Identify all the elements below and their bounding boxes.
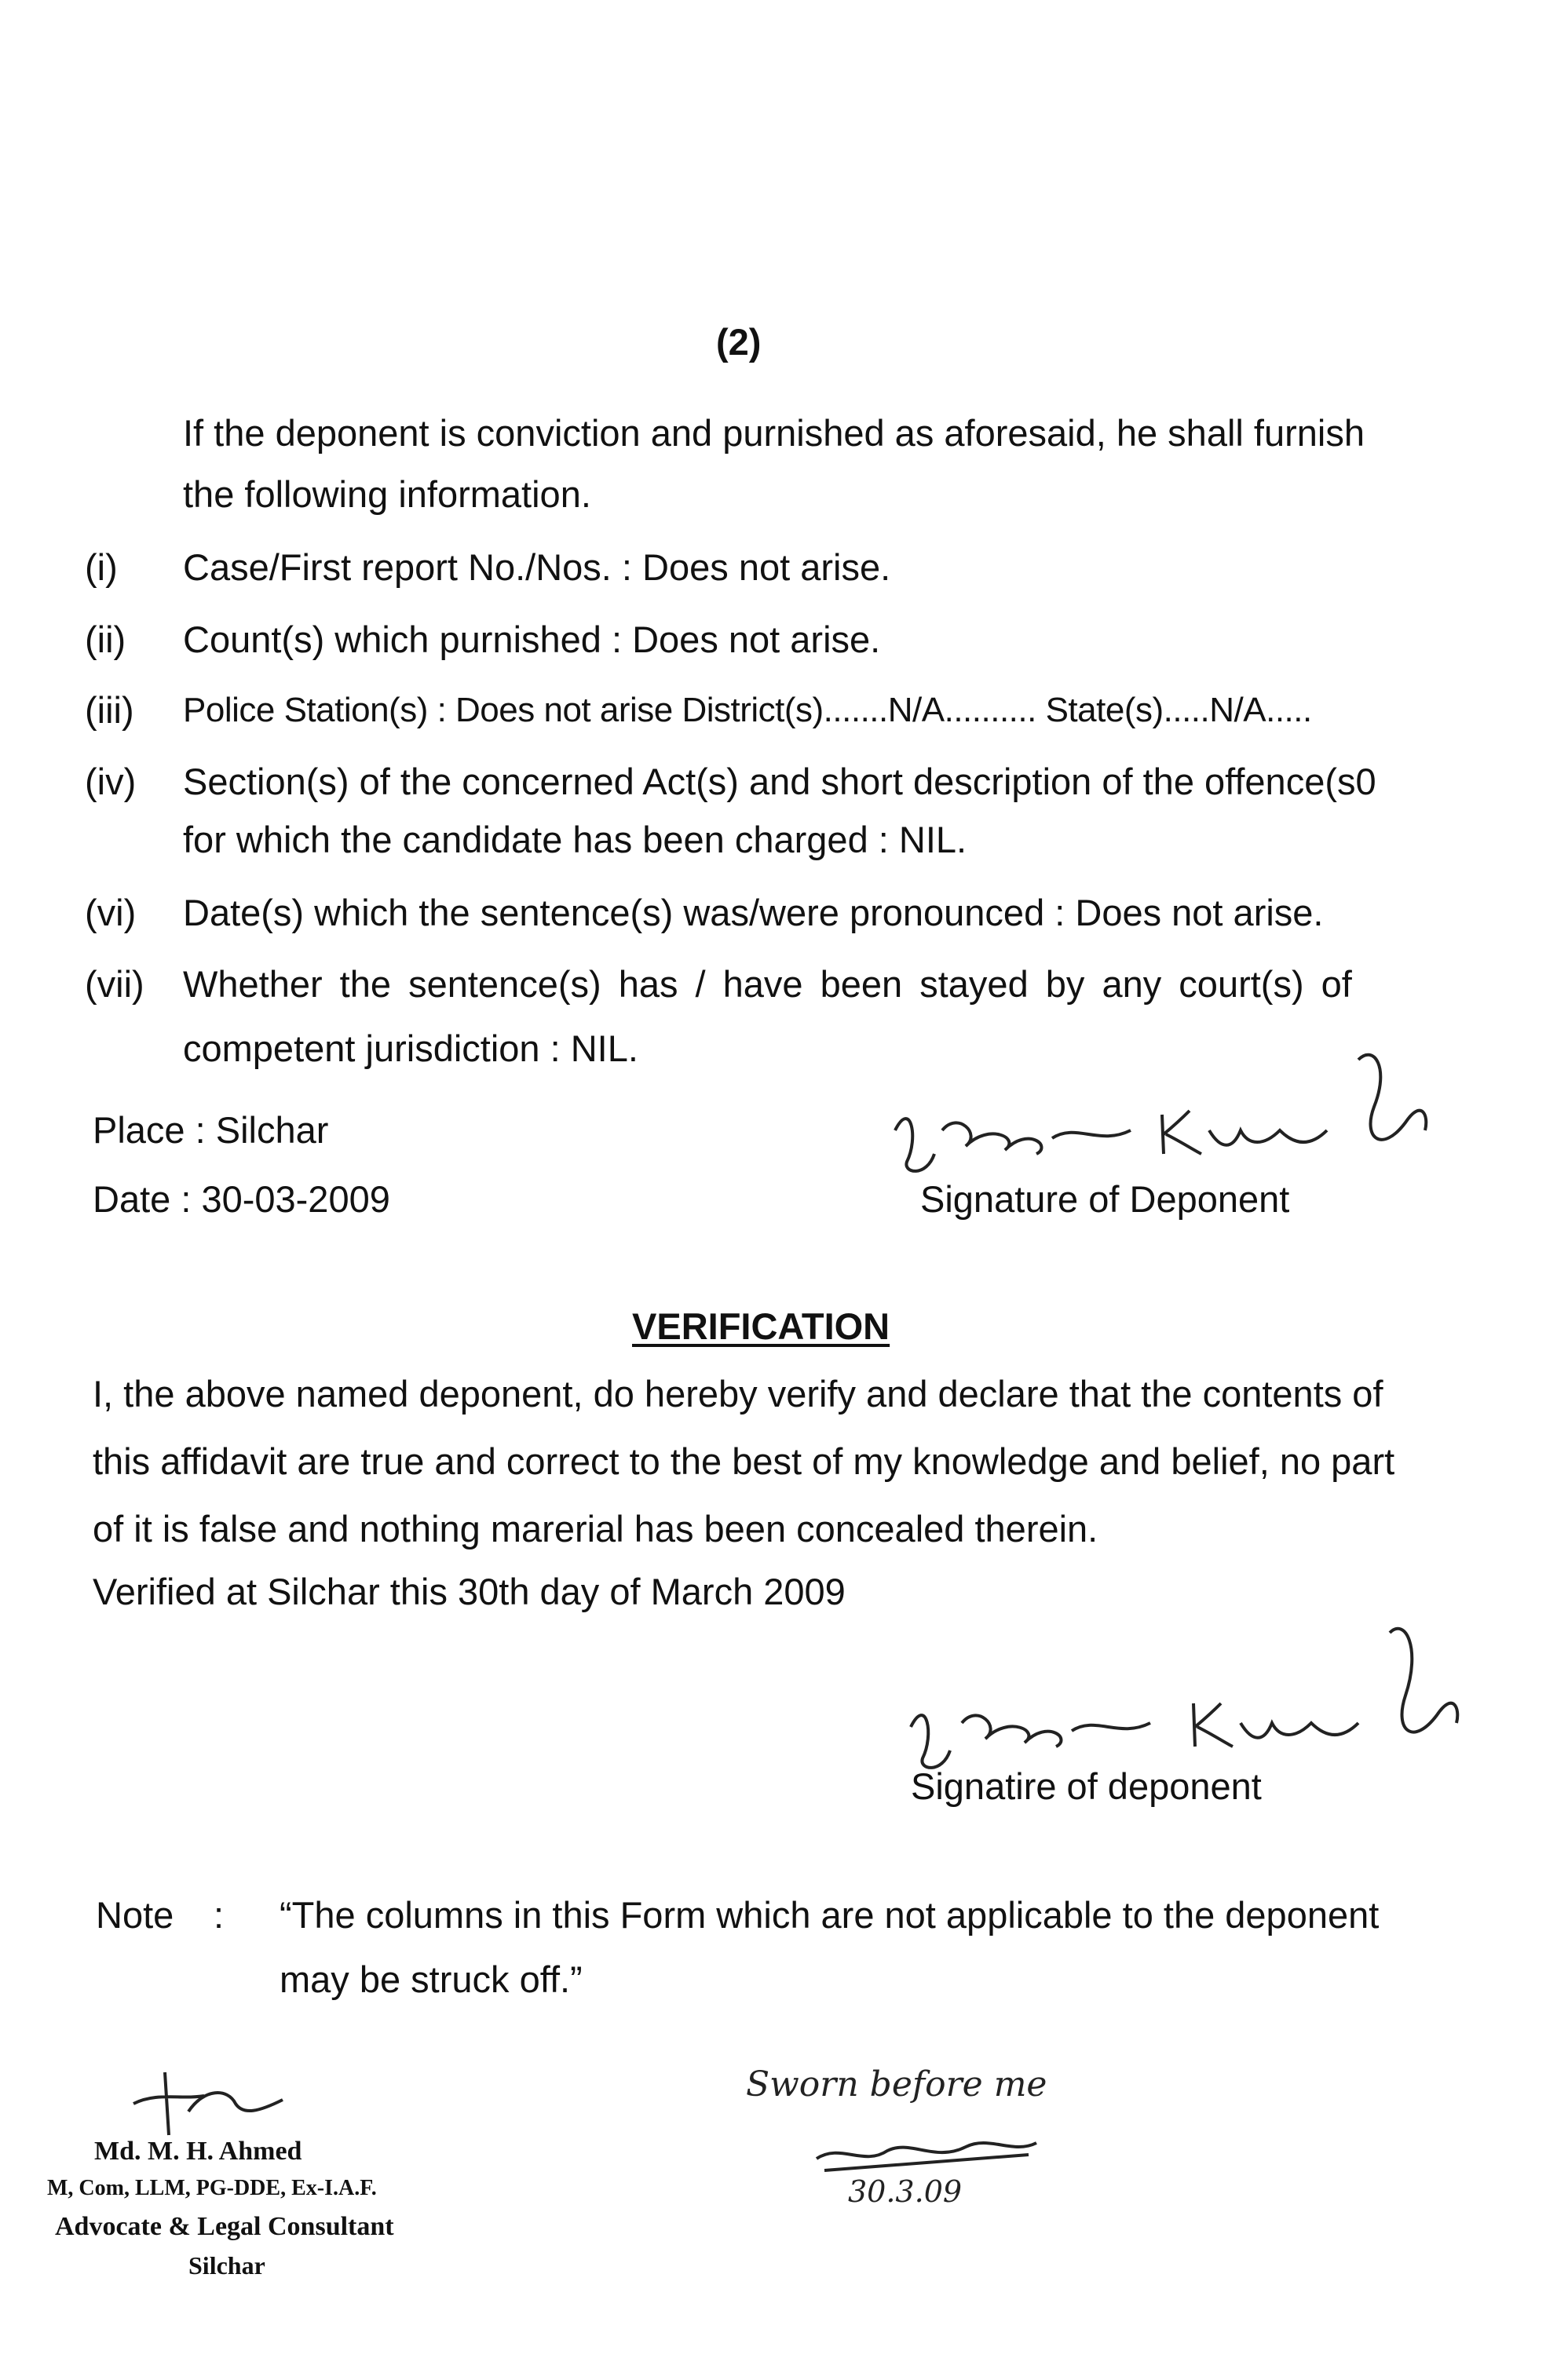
item-number: (ii) — [85, 619, 126, 660]
advocate-stamp — [47, 2057, 487, 2292]
date: Date : 30-03-2009 — [93, 1178, 390, 1220]
page-number: (2) — [716, 321, 762, 363]
place: Place : Silchar — [93, 1109, 329, 1151]
verification-line: of it is false and nothing marerial has been concealed therein. — [93, 1508, 1098, 1550]
item-text: competent jurisdiction : NIL. — [183, 1028, 638, 1069]
advocate-name: Md. M. H. Ahmed — [94, 2137, 302, 2166]
note-label: Note — [96, 1894, 174, 1936]
sworn-text: Sworn before me — [746, 2064, 1047, 2104]
verification-line: Verified at Silchar this 30th day of March 2009 — [93, 1571, 846, 1612]
verification-line: I, the above named deponent, do hereby verify and declare that the contents of — [93, 1373, 1383, 1414]
item-text: Case/First report No./Nos. : Does not arise. — [183, 546, 891, 588]
signature-label-2: Signatire of deponent — [911, 1765, 1262, 1807]
note-line: “The columns in this Form which are not applicable to the deponent — [280, 1894, 1380, 1936]
item-number: (i) — [85, 546, 118, 588]
sworn-note — [730, 2057, 1170, 2214]
note-line: may be struck off.” — [280, 1958, 583, 2000]
verification-heading: VERIFICATION — [632, 1305, 890, 1347]
verification-line: this affidavit are true and correct to the best of my knowledge and belief, no part — [93, 1440, 1395, 1482]
advocate-title: Advocate & Legal Consultant — [55, 2212, 394, 2241]
advocate-qualifications: M, Com, LLM, PG-DDE, Ex-I.A.F. — [47, 2176, 377, 2200]
item-text: for which the candidate has been charged : NIL. — [183, 819, 967, 860]
intro-line-1: If the deponent is conviction and purnished as aforesaid, he shall furnish — [183, 412, 1365, 454]
item-number: (vi) — [85, 892, 137, 933]
item-number: (iv) — [85, 761, 137, 802]
deponent-signature-1 — [872, 1036, 1437, 1193]
advocate-signature — [47, 2057, 487, 2143]
signature-label-1: Signature of Deponent — [920, 1178, 1290, 1220]
item-text: Section(s) of the concerned Act(s) and short description of the offence(s0 — [183, 761, 1376, 802]
item-text: Count(s) which purnished : Does not arise. — [183, 619, 881, 660]
intro-line-2: the following information. — [183, 473, 591, 515]
item-text: Date(s) which the sentence(s) was/were pronounced : Does not arise. — [183, 892, 1324, 933]
advocate-city: Silchar — [188, 2251, 265, 2280]
item-number: (vii) — [85, 963, 144, 1005]
item-number: (iii) — [85, 689, 134, 731]
item-text: Whether the sentence(s) has / have been stayed by any court(s) of — [183, 963, 1352, 1005]
note-colon: : — [214, 1894, 225, 1936]
item-text: Police Station(s) : Does not arise District(s).......N/A.......... State(s).....N/A..... — [183, 691, 1312, 729]
sworn-date: 30.3.09 — [848, 2174, 963, 2209]
